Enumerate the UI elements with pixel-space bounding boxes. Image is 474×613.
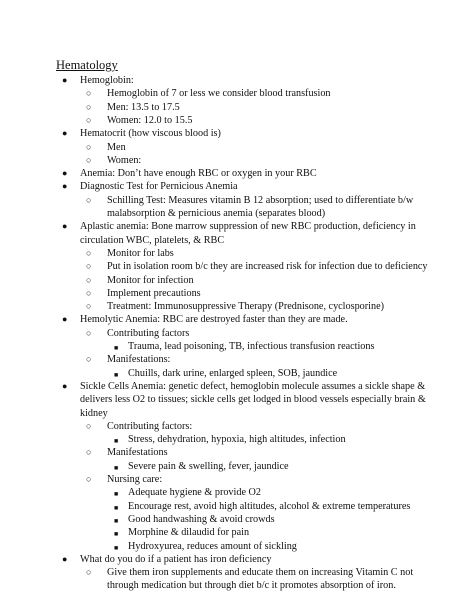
- outline-text: Chuills, dark urine, enlarged spleen, SOB, jaundice: [128, 367, 338, 379]
- outline-text: Manifestations: [107, 447, 168, 459]
- outline-text: Manifestations:: [107, 354, 171, 366]
- outline-text: Aplastic anemia: Bone marrow suppression of new RBC production, deficiency in: [80, 221, 416, 233]
- square-bullet-icon: ■: [114, 490, 119, 499]
- filled-circle-bullet-icon: ●: [62, 181, 68, 192]
- outline-text: delivers less O2 to tissues; sickle cells get lodged in blood vessels especially brain &: [80, 394, 426, 406]
- outline-text: circulation WBC, platelets, & RBC: [80, 234, 225, 246]
- outline-text: Anemia: Don’t have enough RBC or oxygen in your RBC: [80, 168, 317, 180]
- square-bullet-icon: ■: [114, 370, 119, 379]
- filled-circle-bullet-icon: ●: [62, 221, 68, 232]
- square-bullet-icon: ■: [114, 543, 119, 552]
- outline-text: Severe pain & swelling, fever, jaundice: [128, 460, 289, 472]
- hollow-circle-bullet-icon: ○: [86, 354, 92, 365]
- square-bullet-icon: ■: [114, 463, 119, 472]
- outline-text: Treatment: Immunosuppressive Therapy (Prednisone, cyclosporine): [107, 301, 384, 313]
- hollow-circle-bullet-icon: ○: [86, 274, 92, 285]
- outline-text: Adequate hygiene & provide O2: [128, 487, 261, 499]
- outline-text: Hematocrit (how viscous blood is): [80, 128, 221, 140]
- outline-text: What do you do if a patient has iron deficiency: [80, 553, 272, 565]
- filled-circle-bullet-icon: ●: [62, 75, 68, 85]
- filled-circle-bullet-icon: ●: [62, 168, 68, 179]
- square-bullet-icon: ■: [114, 530, 119, 539]
- outline-text: Monitor for infection: [107, 274, 194, 286]
- square-bullet-icon: ■: [114, 516, 119, 525]
- outline-text: through medication but through diet b/c it promotes absorption of iron.: [107, 580, 396, 592]
- filled-circle-bullet-icon: ●: [62, 314, 68, 325]
- outline-text: malabsorption & pernicious anemia (separates blood): [107, 208, 326, 219]
- filled-circle-bullet-icon: ●: [62, 128, 68, 139]
- outline-text: Contributing factors:: [107, 420, 193, 432]
- hollow-circle-bullet-icon: ○: [86, 247, 92, 258]
- outline-text: Give them iron supplements and educate them on increasing Vitamin C not: [107, 567, 414, 579]
- hollow-circle-bullet-icon: ○: [86, 154, 92, 165]
- outline-text: Diagnostic Test for Pernicious Anemia: [80, 181, 238, 193]
- square-bullet-icon: ■: [114, 503, 119, 512]
- hollow-circle-bullet-icon: ○: [86, 447, 92, 458]
- outline-text: Implement precautions: [107, 287, 201, 299]
- hollow-circle-bullet-icon: ○: [86, 261, 92, 272]
- outline-text: Trauma, lead poisoning, TB, infectious transfusion reactions: [128, 341, 375, 352]
- outline-text: Stress, dehydration, hypoxia, high altitudes, infection: [128, 434, 346, 446]
- outline-text: Hemolytic Anemia: RBC are destroyed faster than they are made.: [80, 314, 348, 326]
- outline-text: Put in isolation room b/c they are increased risk for infection due to deficiency: [107, 261, 428, 273]
- outline-text: kidney: [80, 407, 108, 419]
- hollow-circle-bullet-icon: ○: [86, 420, 92, 431]
- outline-text: Monitor for labs: [107, 247, 174, 259]
- outline-text: Women: 12.0 to 15.5: [107, 114, 193, 126]
- hollow-circle-bullet-icon: ○: [86, 114, 92, 125]
- filled-circle-bullet-icon: ●: [62, 380, 68, 391]
- outline-text: Encourage rest, avoid high altitudes, alcohol & extreme temperatures: [128, 500, 411, 512]
- hollow-circle-bullet-icon: ○: [86, 88, 92, 99]
- hollow-circle-bullet-icon: ○: [86, 474, 92, 484]
- outline-text: Contributing factors: [107, 327, 190, 339]
- outline-text: Hydroxyurea, reduces amount of sickling: [128, 540, 297, 552]
- hollow-circle-bullet-icon: ○: [86, 101, 92, 112]
- outline-text: Schilling Test: Measures vitamin B 12 absorption; used to differentiate b/w: [107, 194, 414, 206]
- outline-text: Men: 13.5 to 17.5: [107, 101, 180, 113]
- hollow-circle-bullet-icon: ○: [86, 194, 92, 205]
- outline-text: Morphine & dilaudid for pain: [128, 527, 250, 539]
- hollow-circle-bullet-icon: ○: [86, 327, 92, 338]
- hollow-circle-bullet-icon: ○: [86, 287, 92, 298]
- square-bullet-icon: ■: [114, 344, 119, 352]
- filled-circle-bullet-icon: ●: [62, 553, 68, 564]
- hollow-circle-bullet-icon: ○: [86, 301, 92, 312]
- outline-text: Good handwashing & avoid crowds: [128, 513, 275, 525]
- outline-text: Hemoglobin of 7 or less we consider blood transfusion: [107, 88, 331, 100]
- outline-text: Nursing care:: [107, 474, 163, 485]
- page-title: Hematology: [56, 58, 118, 72]
- outline-text: Sickle Cells Anemia: genetic defect, hemoglobin molecule assumes a sickle shape &: [80, 380, 426, 392]
- outline-text: Women:: [107, 154, 142, 166]
- hollow-circle-bullet-icon: ○: [86, 141, 92, 152]
- outline-text: Men: [107, 141, 126, 153]
- hollow-circle-bullet-icon: ○: [86, 567, 92, 578]
- outline-text: Hemoglobin:: [80, 75, 134, 86]
- square-bullet-icon: ■: [114, 437, 119, 446]
